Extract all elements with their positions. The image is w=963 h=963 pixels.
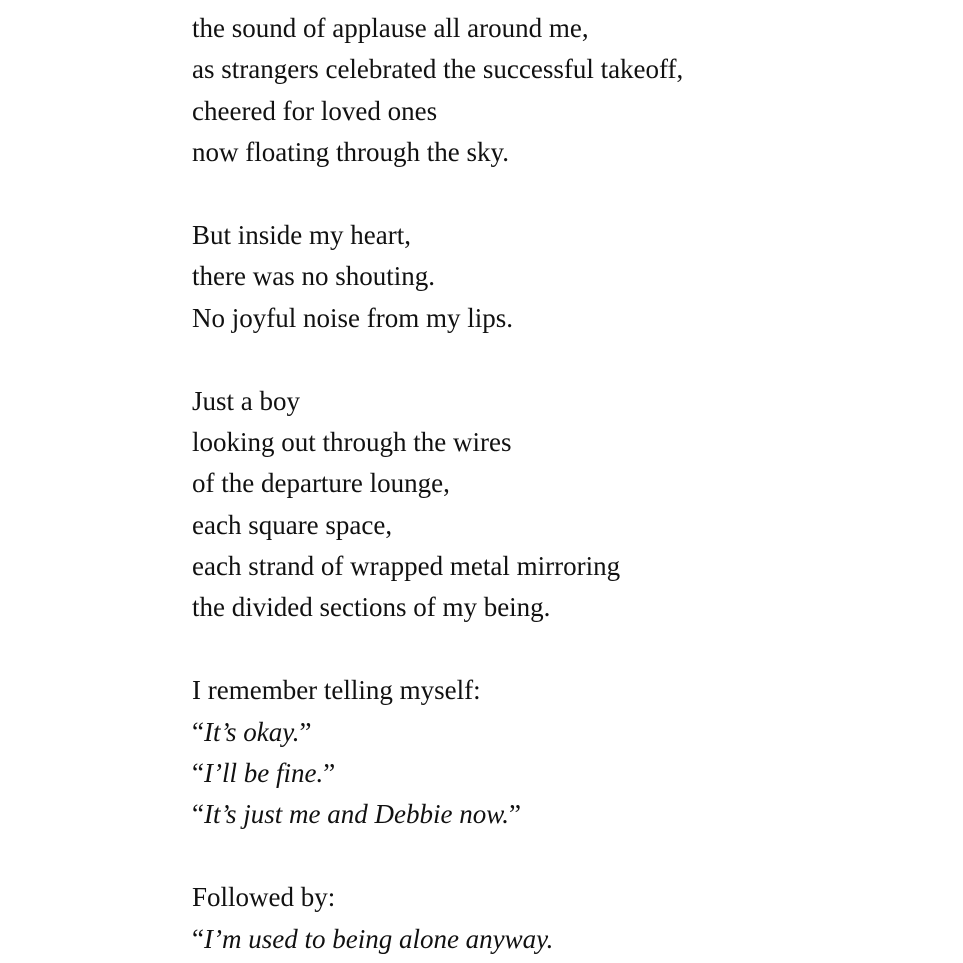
poem-line: No joyful noise from my lips.: [192, 302, 513, 333]
stanza: [192, 381, 683, 629]
quoted-line: [192, 794, 683, 835]
poem-line: Just a boy: [192, 385, 300, 416]
poem-line: there was no shouting.: [192, 261, 435, 292]
close-quote: ”: [508, 799, 521, 830]
open-quote: “: [192, 799, 204, 830]
open-quote: “: [192, 758, 204, 789]
italic-quote: It’s okay.: [203, 716, 300, 747]
poem-line: as strangers celebrated the successful takeoff,: [192, 54, 684, 85]
poem-line: each strand of wrapped metal mirroring: [192, 551, 621, 582]
stanza-break: [192, 836, 683, 877]
italic-quote: It’s just me and Debbie now.: [203, 799, 509, 830]
quoted-line: [192, 712, 683, 753]
quoted-line: [192, 919, 683, 960]
stanza: [192, 877, 683, 960]
poem-text: [192, 8, 683, 960]
poem-line: each square space,: [192, 509, 393, 540]
stanza: [192, 215, 683, 339]
stanza-break: [192, 339, 683, 380]
poem-line: looking out through the wires: [192, 426, 512, 457]
poem-line: But inside my heart,: [192, 219, 411, 250]
close-quote: ”: [299, 716, 312, 747]
italic-quote: I’ll be fine.: [203, 758, 324, 789]
stanza: [192, 670, 683, 836]
stanza-break: [192, 174, 683, 215]
poem-line: the sound of applause all around me,: [192, 13, 589, 43]
open-quote: “: [192, 923, 204, 954]
quoted-line: [192, 753, 683, 794]
close-quote: ”: [323, 758, 336, 789]
poem-line: now floating through the sky.: [192, 137, 509, 168]
stanza: [192, 8, 683, 174]
poem-line: cheered for loved ones: [192, 95, 438, 126]
italic-quote: I’m used to being alone anyway.: [203, 923, 554, 954]
poem-line: of the departure lounge,: [192, 468, 450, 499]
poem-line: Followed by:: [192, 882, 336, 913]
open-quote: “: [192, 716, 204, 747]
poem-line: I remember telling myself:: [192, 675, 481, 706]
poem-line: the divided sections of my being.: [192, 592, 551, 623]
stanza-break: [192, 629, 683, 670]
